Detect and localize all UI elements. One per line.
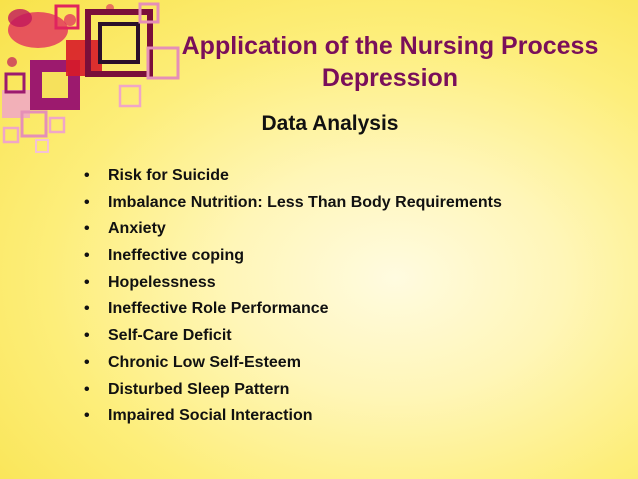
list-item-text: Imbalance Nutrition: Less Than Body Requirements	[108, 193, 502, 211]
deco-square	[66, 40, 102, 76]
list-item-text: Chronic Low Self-Esteem	[108, 353, 301, 371]
deco-square-outline	[6, 74, 24, 92]
list-item	[84, 296, 502, 323]
list-item	[84, 243, 502, 270]
list-item	[84, 377, 502, 404]
list-item-text: Impaired Social Interaction	[108, 407, 313, 425]
list-item	[84, 270, 502, 297]
deco-square-outline	[100, 24, 138, 62]
list-item-text: Self-Care Deficit	[108, 327, 232, 345]
list-item	[84, 350, 502, 377]
bullet-icon: •	[84, 380, 90, 398]
bullet-icon: •	[84, 407, 90, 425]
list-item-text: Ineffective coping	[108, 247, 245, 265]
list-item-text: Hopelessness	[108, 273, 216, 291]
bullet-icon: •	[84, 353, 90, 371]
slide-title	[150, 30, 630, 94]
splash-dot	[7, 57, 17, 67]
deco-square	[42, 72, 68, 98]
slide-subtitle: Data Analysis	[261, 112, 399, 135]
bullet-icon: •	[84, 327, 90, 345]
title-line-1: Application of the Nursing Process	[181, 32, 599, 60]
list-item-text: Risk for Suicide	[108, 167, 229, 184]
splash-blob	[8, 9, 32, 27]
list-item-text: Disturbed Sleep Pattern	[108, 380, 290, 398]
bullet-icon: •	[84, 247, 90, 265]
title-line-2: Depression	[321, 64, 459, 92]
list-item	[84, 163, 502, 190]
bullet-icon: •	[84, 273, 90, 291]
bullet-icon: •	[84, 300, 90, 318]
deco-square-outline	[36, 140, 48, 152]
list-item	[84, 403, 502, 430]
deco-square	[2, 90, 30, 118]
list-item-text: Ineffective Role Performance	[108, 300, 329, 318]
deco-square-outline	[50, 118, 64, 132]
bullet-icon: •	[84, 193, 90, 211]
bullet-icon: •	[84, 220, 90, 238]
bullet-icon: •	[84, 167, 90, 184]
deco-square-outline	[4, 128, 18, 142]
splash-dot	[64, 14, 76, 26]
list-item	[84, 323, 502, 350]
list-item	[84, 216, 502, 243]
deco-square-outline	[120, 86, 140, 106]
list-item	[84, 190, 502, 217]
bullet-list	[84, 163, 502, 430]
list-item-text: Anxiety	[108, 220, 166, 238]
